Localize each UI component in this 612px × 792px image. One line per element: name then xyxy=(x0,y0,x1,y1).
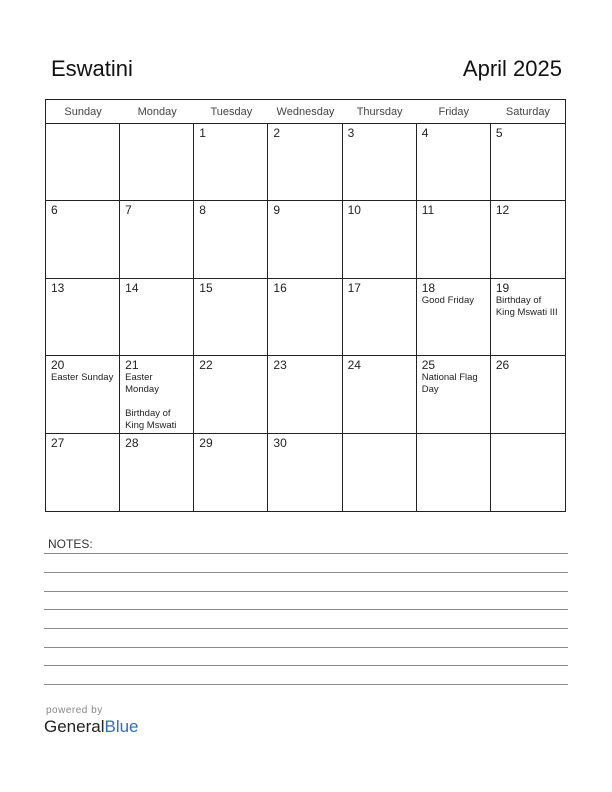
day-cell xyxy=(417,124,491,201)
weekday-label: Saturday xyxy=(505,106,550,118)
day-number: 16 xyxy=(273,280,287,295)
day-number: 22 xyxy=(199,358,213,373)
day-number: 21 xyxy=(125,358,139,373)
weekday-header xyxy=(46,100,565,124)
day-cell xyxy=(268,356,342,433)
day-cell xyxy=(491,279,565,356)
notes-line xyxy=(44,628,568,629)
holiday-label: Birthday of King Mswati III xyxy=(495,294,558,318)
day-number: 20 xyxy=(51,358,65,373)
holiday-label: Good Friday xyxy=(421,294,474,306)
country-title: Eswatini xyxy=(51,56,133,81)
day-cell xyxy=(268,124,342,201)
day-number: 17 xyxy=(347,280,361,295)
holiday-label: Birthday of King Mswati xyxy=(125,408,177,432)
notes-line xyxy=(44,684,568,685)
day-cell xyxy=(491,201,565,278)
day-number: 9 xyxy=(273,203,281,218)
day-cell xyxy=(46,124,120,201)
day-cell xyxy=(268,279,342,356)
day-cell xyxy=(343,124,417,201)
day-number: 13 xyxy=(51,280,65,295)
day-cell xyxy=(194,279,268,356)
day-number: 29 xyxy=(199,435,213,450)
day-cell xyxy=(343,356,417,433)
holiday-label: National Flag Day xyxy=(421,372,478,396)
day-cell xyxy=(120,434,194,511)
day-number: 5 xyxy=(495,126,503,140)
day-number: 3 xyxy=(347,126,355,140)
weekday-label: Monday xyxy=(137,106,177,118)
day-cell xyxy=(194,356,268,433)
weekday-label: Tuesday xyxy=(210,106,253,118)
day-cell xyxy=(491,124,565,201)
day-cell xyxy=(120,356,194,433)
day-number: 1 xyxy=(199,126,206,140)
day-number: 6 xyxy=(51,203,58,218)
weekday-label: Friday xyxy=(438,106,470,118)
brand-logo xyxy=(44,717,139,737)
day-number: 15 xyxy=(199,280,213,295)
day-cell xyxy=(194,434,268,511)
day-cell xyxy=(120,201,194,278)
day-cell xyxy=(120,279,194,356)
day-number: 26 xyxy=(495,358,510,373)
holiday-label: Easter Monday xyxy=(125,372,159,396)
notes-line xyxy=(44,553,568,554)
day-cell xyxy=(268,434,342,511)
day-cell xyxy=(194,124,268,201)
notes-line xyxy=(44,591,568,592)
day-number: 14 xyxy=(125,280,139,295)
day-number: 4 xyxy=(421,126,429,140)
notes-line xyxy=(44,609,568,610)
day-cell xyxy=(46,201,120,278)
day-cell xyxy=(491,434,565,511)
day-cell xyxy=(46,434,120,511)
day-number: 28 xyxy=(125,435,139,450)
day-number: 27 xyxy=(51,435,65,450)
day-cell xyxy=(417,201,491,278)
day-number: 30 xyxy=(273,435,287,450)
day-cell xyxy=(491,356,565,433)
day-number: 11 xyxy=(421,203,435,218)
day-number: 2 xyxy=(273,126,281,140)
day-number: 23 xyxy=(273,358,287,373)
notes-label: NOTES: xyxy=(48,537,93,551)
holiday-label: Easter Sunday xyxy=(51,372,114,384)
day-cell xyxy=(46,356,120,433)
weekday-label: Wednesday xyxy=(276,106,335,118)
powered-by-text: powered by xyxy=(46,705,103,716)
day-number: 18 xyxy=(421,280,436,295)
day-number: 7 xyxy=(125,203,132,218)
calendar-grid xyxy=(45,99,566,512)
day-cell xyxy=(268,201,342,278)
day-cell xyxy=(417,356,491,433)
weekday-label: Thursday xyxy=(356,106,403,118)
weekday-label: Sunday xyxy=(64,106,102,118)
days-grid xyxy=(46,124,565,511)
day-cell xyxy=(46,279,120,356)
day-number: 12 xyxy=(495,203,510,218)
day-cell xyxy=(343,201,417,278)
day-number: 8 xyxy=(199,203,206,218)
month-year-title: April 2025 xyxy=(462,56,562,81)
brand-blue: Blue xyxy=(104,717,139,736)
brand-general: General xyxy=(44,717,105,736)
day-cell xyxy=(120,124,194,201)
notes-line xyxy=(44,572,568,573)
day-number: 10 xyxy=(347,203,361,218)
notes-line xyxy=(44,665,568,666)
day-number: 24 xyxy=(347,358,361,373)
day-cell xyxy=(343,434,417,511)
day-cell xyxy=(343,279,417,356)
day-cell xyxy=(194,201,268,278)
day-number: 25 xyxy=(421,358,436,373)
day-cell xyxy=(417,279,491,356)
day-cell xyxy=(417,434,491,511)
notes-line xyxy=(44,647,568,648)
day-number: 19 xyxy=(495,280,510,295)
